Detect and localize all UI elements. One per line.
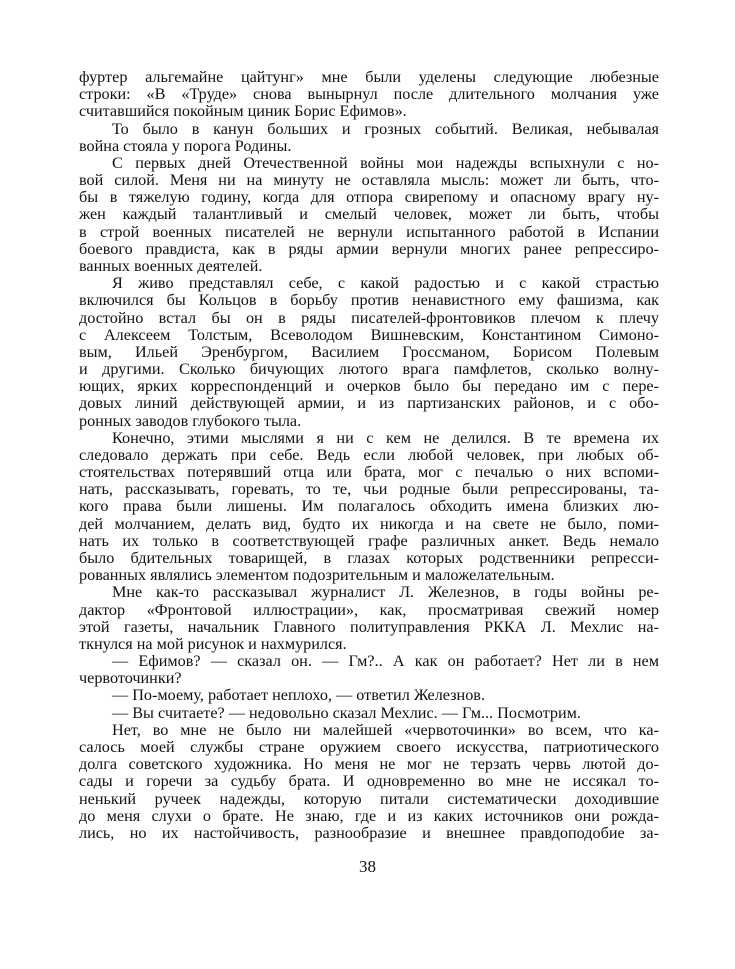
page-number: 38: [359, 857, 376, 876]
text-line: строки: «В «Труде» снова вынырнул после длительного молчания уже: [79, 85, 659, 104]
text-line: этой газеты, начальник Главного политуправления РККА Л. Мехлис на-: [79, 617, 659, 636]
text-line: следовало держать при себе. Ведь если любой человек, при любых об-: [79, 445, 659, 464]
text-line: Нет, во мне не было ни малейшей «червоточинки» во всем, что ка-: [112, 720, 659, 739]
text-line: Конечно, этими мыслями я ни с кем не делился. В те времена их: [112, 428, 659, 447]
text-line: долга советского художника. Но меня не мог не терзать червь лютой до-: [79, 755, 659, 774]
text-line: Мне как-то рассказывал журналист Л. Железнов, в годы войны ре-: [112, 583, 659, 602]
text-line: война стояла у порога Родины.: [79, 136, 292, 155]
text-line: боевого правдиста, как в ряды армии вернули многих ранее репрессиро-: [79, 239, 659, 258]
text-line: дей молчанием, делать вид, будто их никогда и на свете не было, поми-: [79, 514, 659, 533]
text-line: фуртер альгемайне цайтунг» мне были уделены следующие любезные: [79, 68, 659, 86]
text-line: до меня слухи о брате. Не знаю, где и из каких источников они рожда-: [79, 806, 659, 825]
text-line: достойно встал бы он в ряды писателей-фронтовиков плечом к плечу: [79, 308, 659, 327]
text-line: довых линий действующей армии, и из партизанских районов, и с обо-: [79, 394, 659, 413]
text-line: жен каждый талантливый и смелый человек, может ли быть, чтобы: [79, 205, 659, 224]
text-line: кого права были лишены. Им полагалось обходить имена близких лю-: [79, 497, 659, 516]
text-line: червоточинки?: [79, 669, 182, 688]
text-line: рованных являлись элементом подозрительным и маложелательным.: [79, 566, 555, 585]
text-line: салось моей службы стране оружием своего искусства, патриотического: [79, 737, 659, 756]
text-line: с Алексеем Толстым, Всеволодом Вишневским, Константином Симоно-: [79, 325, 659, 344]
text-line: нать их только в соответствующей графе различных анкет. Ведь немало: [79, 531, 659, 550]
text-line: — По-моему, работает неплохо, — ответил Железнов.: [112, 686, 485, 705]
text-line: ткнулся на мой рисунок и нахмурился.: [79, 634, 347, 653]
text-line: — Вы считаете? — недовольно сказал Мехлис. — Гм... Посмотрим.: [112, 703, 581, 722]
text-line: То было в канун больших и грозных событий. Великая, небывалая: [112, 119, 659, 138]
text-line: нать, рассказывать, горевать, то те, чьи родные были репрессированы, та-: [79, 480, 659, 499]
text-line: вым, Ильей Эренбургом, Василием Гроссманом, Борисом Полевым: [79, 342, 659, 361]
text-line: стоятельствах потерявший отца или брата, мог с печалью о них вспоми-: [79, 463, 659, 482]
text-line: было бдительных товарищей, в глазах которых родственники репресси-: [79, 549, 659, 567]
text-line: бы в тяжелую годину, когда для отпора свирепому и опасному врагу ну-: [79, 188, 659, 207]
text-line: ненький ручеек надежды, которую питали систематически доходившие: [79, 789, 659, 808]
text-line: Я живо представлял себе, с какой радостью и с какой страстью: [112, 274, 659, 293]
text-line: и другими. Сколько бичующих лютого врага памфлетов, сколько волну-: [79, 360, 659, 378]
text-line: ванных военных деятелей.: [79, 257, 263, 275]
text-line: сады и горечи за судьбу брата. И одновременно во мне не иссякал то-: [79, 772, 659, 791]
text-line: С первых дней Отечественной войны мои надежды вспыхнули с но-: [112, 153, 659, 172]
text-line: лись, но их настойчивость, разнообразие и внешнее правдоподобие за-: [79, 823, 659, 842]
text-line: дактор «Фронтовой иллюстрации», как, просматривая свежий номер: [79, 600, 659, 619]
text-line: в строй военных писателей не вернули испытанного работой в Испании: [79, 222, 659, 241]
text-line: считавшийся покойным циник Борис Ефимов».: [79, 102, 407, 121]
text-line: вой силой. Меня ни на минуту не оставляла мысль: может ли быть, что-: [79, 171, 659, 190]
text-line: ющих, ярких корреспонденций и очерков было бы передано им с пере-: [79, 377, 659, 396]
text-line: — Ефимов? — сказал он. — Гм?.. А как он работает? Нет ли в нем: [112, 652, 659, 670]
text-line: включился бы Кольцов в борьбу против ненавистного ему фашизма, как: [79, 291, 659, 310]
text-line: ронных заводов глубокого тыла.: [79, 411, 302, 430]
